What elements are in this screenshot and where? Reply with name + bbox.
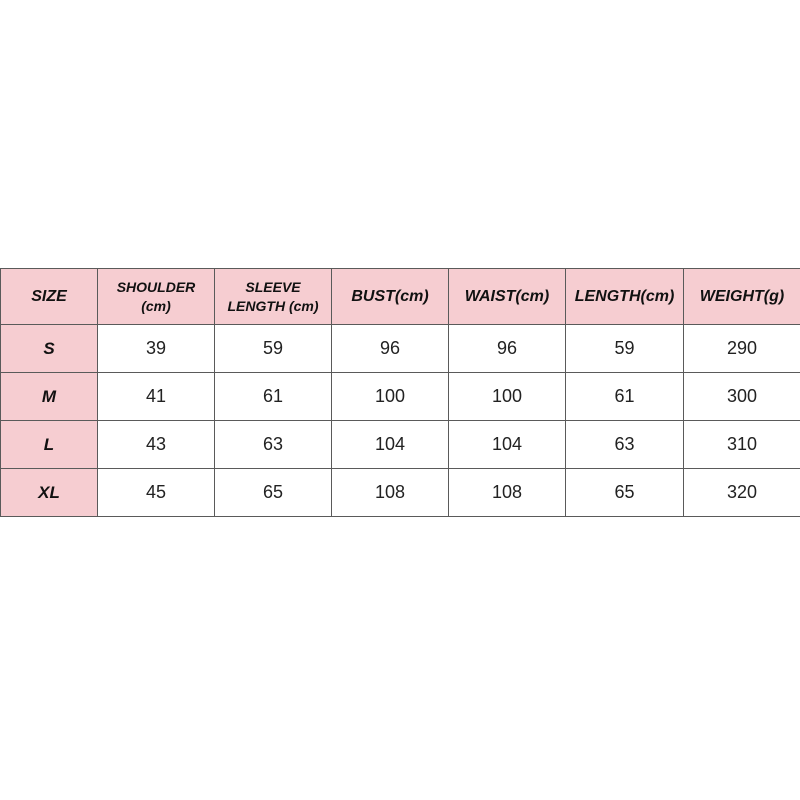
sleeve-length-cell: 63 xyxy=(215,421,332,469)
size-label-cell: S xyxy=(1,325,98,373)
waist-cell: 104 xyxy=(449,421,566,469)
bust-cell: 104 xyxy=(332,421,449,469)
table-row xyxy=(1,469,800,517)
header-shoulder-line1: SHOULDER xyxy=(116,278,196,295)
length-cell: 65 xyxy=(566,469,684,517)
sleeve-length-cell: 61 xyxy=(215,373,332,421)
table-row xyxy=(1,373,800,421)
weight-cell: 290 xyxy=(684,325,800,373)
header-waist: WAIST(cm) xyxy=(449,269,566,325)
shoulder-cell: 43 xyxy=(98,421,215,469)
waist-cell: 108 xyxy=(449,469,566,517)
table-row xyxy=(1,421,800,469)
length-cell: 63 xyxy=(566,421,684,469)
weight-cell: 320 xyxy=(684,469,800,517)
shoulder-cell: 45 xyxy=(98,469,215,517)
header-row xyxy=(1,269,800,325)
waist-cell: 96 xyxy=(449,325,566,373)
weight-cell: 300 xyxy=(684,373,800,421)
size-label-cell: L xyxy=(1,421,98,469)
bust-cell: 96 xyxy=(332,325,449,373)
header-length: LENGTH(cm) xyxy=(566,269,684,325)
sleeve-length-cell: 65 xyxy=(215,469,332,517)
header-bust: BUST(cm) xyxy=(332,269,449,325)
bust-cell: 100 xyxy=(332,373,449,421)
size-label-cell: XL xyxy=(1,469,98,517)
header-shoulder xyxy=(98,269,215,325)
shoulder-cell: 39 xyxy=(98,325,215,373)
waist-cell: 100 xyxy=(449,373,566,421)
header-weight: WEIGHT(g) xyxy=(684,269,800,325)
weight-cell: 310 xyxy=(684,421,800,469)
header-sleeve-line2: LENGTH (cm) xyxy=(227,297,319,314)
header-shoulder-line2: (cm) xyxy=(141,297,171,314)
sleeve-length-cell: 59 xyxy=(215,325,332,373)
shoulder-cell: 41 xyxy=(98,373,215,421)
header-sleeve-length xyxy=(215,269,332,325)
header-sleeve-line1: SLEEVE xyxy=(245,278,301,295)
size-label-cell: M xyxy=(1,373,98,421)
size-chart-table xyxy=(0,268,800,517)
bust-cell: 108 xyxy=(332,469,449,517)
length-cell: 59 xyxy=(566,325,684,373)
table-row xyxy=(1,325,800,373)
header-size: SIZE xyxy=(1,269,98,325)
length-cell: 61 xyxy=(566,373,684,421)
